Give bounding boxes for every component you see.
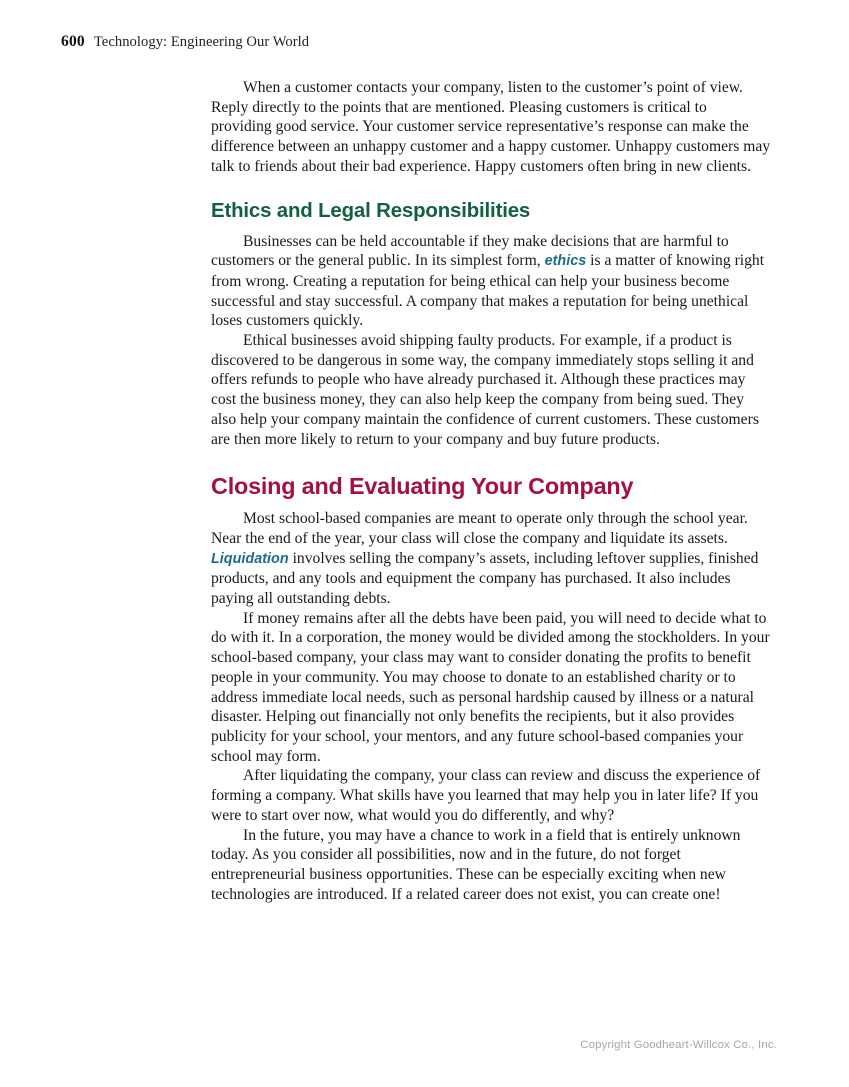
key-term-ethics: ethics <box>544 253 587 270</box>
paragraph-future-careers: In the future, you may have a chance to work in a field that is entirely unknown today. As you consider all possibilities, now and in the future, do not forget entrepreneurial business opportunities. These can be especially exciting when new technologies are introduced. If a related career does not exist, you can create one! <box>211 826 741 903</box>
paragraph-liquidation-text-before: Most school-based companies are meant to operate only through the school year. Near the end of the year, your class will close the company and liquidate its assets. <box>211 510 748 547</box>
paragraph-remaining-money: If money remains after all the debts have been paid, you will need to decide what to do with it. In a corporation, the money would be divided among the stockholders. In your school-based company, your class may want to consider donating the profits to benefit people in your community. You may choose to donate to an established charity or to address immediate local needs, such as personal hardship caused by illness or a natural disaster. Helping out financially not only benefits the recipients, but it also provides publicity for your school, your mentors, and any future school-based companies your school may form. <box>211 609 770 765</box>
spacer <box>211 223 771 232</box>
paragraph-customer-service: When a customer contacts your company, listen to the customer’s point of view. Reply directly to the points that are mentioned. Pleasing customers is critical to providing good service. Your customer service representative’s response can make the difference between an unhappy customer and a happy customer. Unhappy customers may talk to friends about their bad experience. Happy customers often bring in new clients. <box>211 79 771 175</box>
paragraph-ethical-businesses: Ethical businesses avoid shipping faulty products. For example, if a product is discovered to be dangerous in some way, the company immediately stops selling it and offers refunds to people who have already purchased it. Although these practices may cost the business money, they can also help keep the company from being sued. They also help your company maintain the confidence of current customers. These customers are then more likely to return to your company and buy future products. <box>211 332 759 448</box>
running-head <box>61 33 309 51</box>
heading-closing-and-evaluating-your-company: Closing and Evaluating Your Company <box>211 473 634 500</box>
heading-ethics-and-legal-responsibilities: Ethics and Legal Responsibilities <box>211 199 531 222</box>
paragraph-after-liquidating: After liquidating the company, your class can review and discuss the experience of forming a company. What skills have you learned that may help you in later life? If you were to start over now, what would you do differently, and why? <box>211 767 761 824</box>
spacer <box>211 177 771 199</box>
paragraph-ethics-definition <box>211 232 771 332</box>
running-head-title: Technology: Engineering Our World <box>93 34 310 50</box>
paragraph-ethics-text-after: is a matter of knowing right from wrong. Creating a reputation for being ethical can help your business become successful and stay successful. A company that makes a reputation for being unethical loses customers quickly. <box>211 252 765 330</box>
paragraph-liquidation-text-after: involves selling the company’s assets, including leftover supplies, finished products, and any tools and equipment the company has purchased. It also includes paying all outstanding debts. <box>211 549 759 608</box>
spacer <box>211 449 771 473</box>
spacer <box>211 500 771 509</box>
paragraph-ethics-text-before: Businesses can be held accountable if they make decisions that are harmful to customers or the general public. In its simplest form, <box>211 232 729 270</box>
page-number: 600 <box>61 33 85 50</box>
text-column <box>211 78 771 904</box>
copyright-notice: Copyright Goodheart-Willcox Co., Inc. <box>580 1039 777 1051</box>
key-term-liquidation: Liquidation <box>211 550 289 567</box>
paragraph-liquidation-definition <box>211 509 771 609</box>
